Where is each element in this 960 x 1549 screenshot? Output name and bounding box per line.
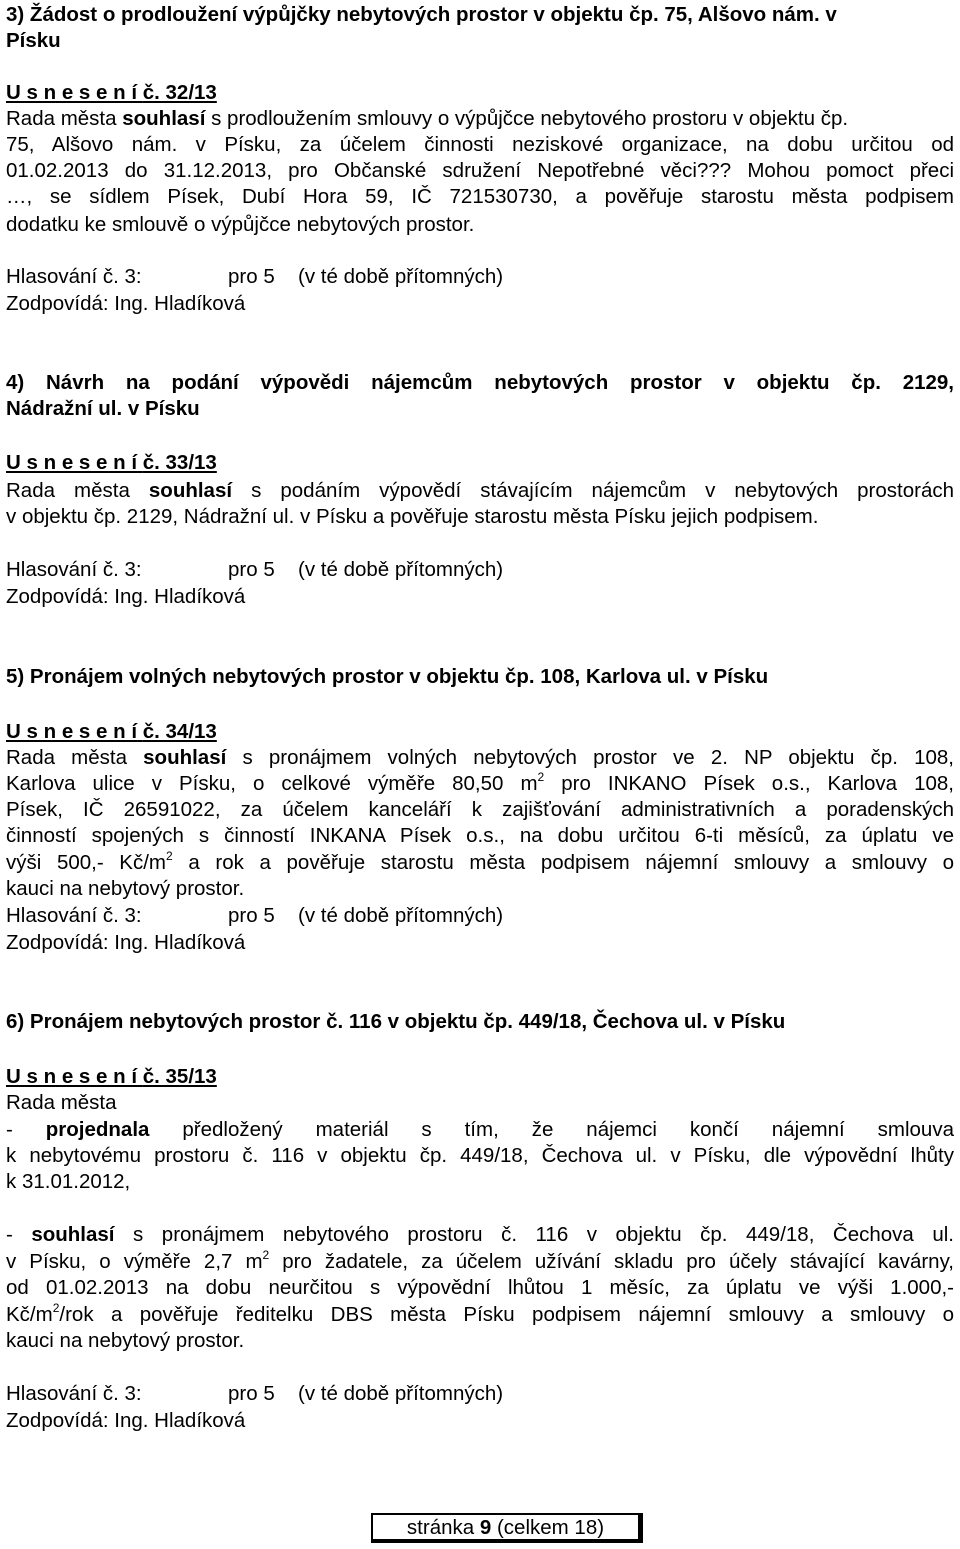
section-4-heading-line-2: Nádražní ul. v Písku	[6, 397, 200, 420]
section-6-heading: 6) Pronájem nebytových prostor č. 116 v objektu čp. 449/18, Čechova ul. v Písku	[6, 1010, 786, 1033]
section-3-heading-line-1: 3) Žádost o prodloužení výpůjčky nebytových prostor v objektu čp. 75, Alšovo nám. v	[6, 3, 837, 26]
section-6-responsible: Zodpovídá: Ing. Hladíková	[6, 1409, 246, 1432]
section-6-item-b-line-4: $Kč/m^2$/rok a pověřuje ředitelku DBS města Písku podpisem nájemní smlouvy a smlouvy o	[6, 1301, 954, 1326]
section-5-body-line-5: výši 500,- $Kč/m^2$ a rok a pověřuje starostu města podpisem nájemní smlouvy a smlouvy o	[6, 849, 955, 874]
section-5-heading: 5) Pronájem volných nebytových prostor v objektu čp. 108, Karlova ul. v Písku	[6, 665, 769, 688]
section-3-body-line-4: …, se sídlem Písek, Dubí Hora 59, IČ 721530730, a pověřuje starostu města podpisem	[6, 185, 954, 208]
section-4-heading-line-1: 4) Návrh na podání výpovědi nájemcům nebytových prostor v objektu čp. 2129,	[6, 371, 954, 394]
section-6-item-a-line-1: - projednala předložený materiál s tím, že nájemci končí nájemní smlouva	[6, 1118, 954, 1141]
section-3-body-line-3: 01.02.2013 do 31.12.2013, pro Občanské sdružení Nepotřebné věci??? Mohou pomoct přeci	[6, 159, 954, 182]
section-4-responsible: Zodpovídá: Ing. Hladíková	[6, 585, 246, 608]
page-number-footer: stránka 9 (celkem 18)	[371, 1513, 643, 1543]
section-6-vote: Hlasování č. 3: pro 5 (v té době přítomných)	[6, 1382, 504, 1405]
section-6-item-b-line-2: v Písku, o výměře 2,7 $m^2$ pro žadatele, za účelem užívání skladu pro účely stávající kavárny,	[6, 1248, 954, 1273]
section-3-body-line-5: dodatku ke smlouvě o výpůjčce nebytových prostor.	[6, 213, 475, 236]
section-5-body-line-6: kauci na nebytový prostor.	[6, 877, 245, 900]
section-3-responsible: Zodpovídá: Ing. Hladíková	[6, 292, 246, 315]
section-4-vote: Hlasování č. 3: pro 5 (v té době přítomných)	[6, 558, 504, 581]
section-6-item-b-line-3: od 01.02.2013 na dobu neurčitou s výpovědní lhůtou 1 měsíc, za úplatu ve výši 1.000,-	[6, 1276, 954, 1299]
section-5-vote: Hlasování č. 3: pro 5 (v té době přítomných)	[6, 904, 504, 927]
section-4-resolution-title: U s n e s e n í č. 33/13	[6, 451, 217, 474]
section-6-item-a-line-2: k nebytovému prostoru č. 116 v objektu čp. 449/18, Čechova ul. v Písku, dle výpovědní lhůty	[6, 1144, 954, 1167]
section-3-body-line-1: Rada města souhlasí s prodloužením smlouvy o výpůjčce nebytového prostoru v objektu čp.	[6, 107, 849, 130]
section-6-resolution-title: U s n e s e n í č. 35/13	[6, 1065, 217, 1088]
section-4-body-line-2: v objektu čp. 2129, Nádražní ul. v Písku a pověřuje starostu města Písku jejich podpisem.	[6, 505, 819, 528]
section-6-item-b-line-5: kauci na nebytový prostor.	[6, 1329, 245, 1352]
section-5-body-line-4: činností spojených s činností INKANA Písek o.s., na dobu určitou 6-ti měsíců, za úplatu ve	[6, 824, 954, 847]
section-5-resolution-title: U s n e s e n í č. 34/13	[6, 720, 217, 743]
section-5-responsible: Zodpovídá: Ing. Hladíková	[6, 931, 246, 954]
section-4-body-line-1: Rada města souhlasí s podáním výpovědí stávajícím nájemcům v nebytových prostorách	[6, 479, 954, 502]
section-5-body-line-1: Rada města souhlasí s pronájmem volných nebytových prostor ve 2. NP objektu čp. 108,	[6, 746, 954, 769]
section-3-heading-line-2: Písku	[6, 29, 61, 52]
section-3-vote: Hlasování č. 3: pro 5 (v té době přítomných)	[6, 265, 504, 288]
section-5-body-line-3: Písek, IČ 26591022, za účelem kanceláří k zajišťování administrativních a poradenských	[6, 798, 954, 821]
section-6-item-b-line-1: - souhlasí s pronájmem nebytového prostoru č. 116 v objektu čp. 449/18, Čechova ul.	[6, 1223, 954, 1246]
section-6-item-a-line-3: k 31.01.2012,	[6, 1170, 131, 1193]
section-3-resolution-title: U s n e s e n í č. 32/13	[6, 81, 217, 104]
section-5-body-line-2: Karlova ulice v Písku, o celkové výměře 80,50 $m^2$ pro INKANO Písek o.s., Karlova 108,	[6, 770, 954, 795]
section-3-body-line-2: 75, Alšovo nám. v Písku, za účelem činnosti neziskové organizace, na dobu určitou od	[6, 133, 954, 156]
section-6-intro: Rada města	[6, 1091, 117, 1114]
